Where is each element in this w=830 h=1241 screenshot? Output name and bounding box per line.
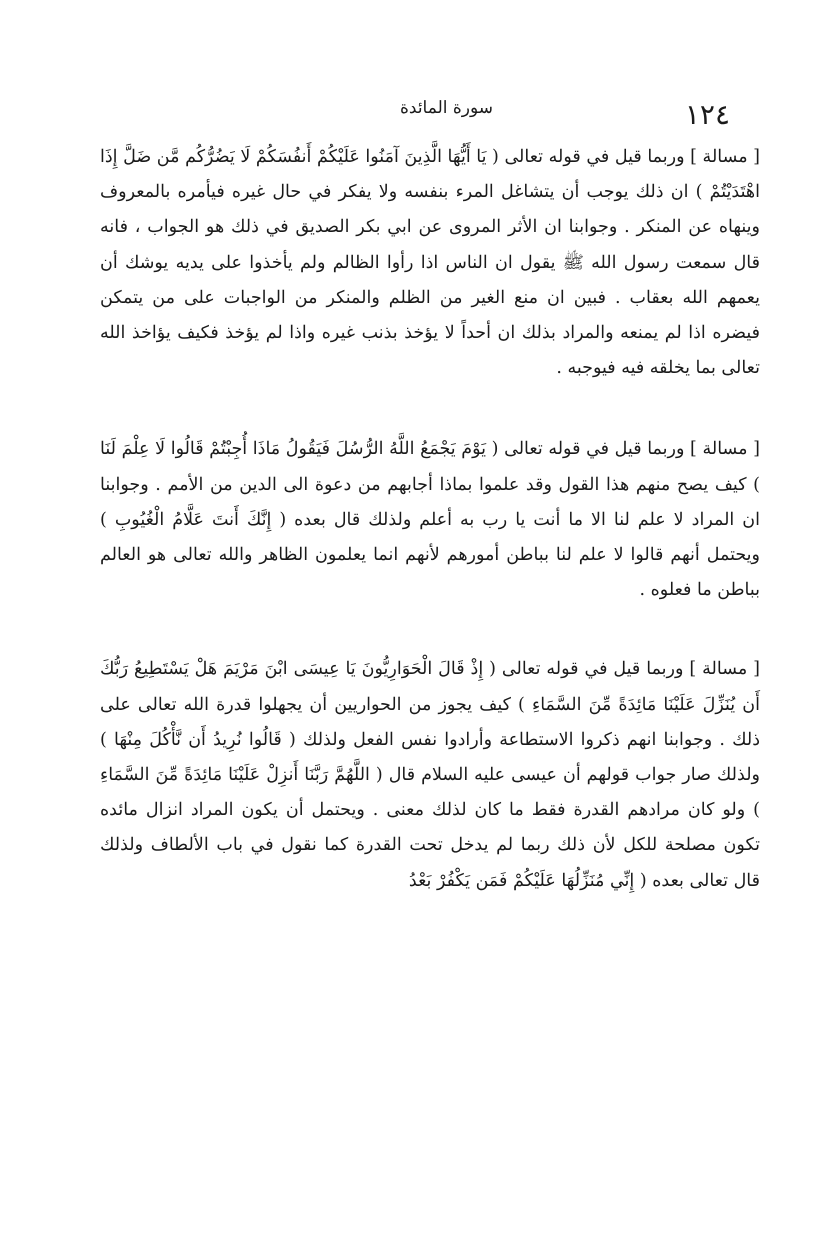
page-number: ١٢٤ (684, 98, 730, 131)
running-title: سورة المائدة (400, 98, 494, 118)
paragraph-masala-3: [ مسالة ] وربما قيل في قوله تعالى ( إِذْ قَالَ الْحَوَارِيُّونَ يَا عِيسَى ابْنَ مَرْيَمَ هَلْ يَسْتَطِيعُ رَبُّكَ أَن يُنَزِّلَ عَلَيْنَا مَائِدَةً مِّنَ السَّمَاءِ ) كيف يجوز من الحواريين أن يجهلوا قدرة الله تعالى على ذلك . وجوابنا انهم ذكروا الاستطاعة وأرادوا نفس الفعل ولذلك ( قَالُوا نُرِيدُ أَن نَّأْكُلَ مِنْهَا ) ولذلك صار جواب قولهم أن عيسى عليه السلام قال ( اللَّهُمَّ رَبَّنَا أَنزِلْ عَلَيْنَا مَائِدَةً مِّنَ السَّمَاءِ ) ولو كان مرادهم القدرة فقط ما كان لذلك معنى . ويحتمل أن يكون المراد انزال مائده تكون مصلحة للكل لأن ذلك ربما لم يدخل تحت القدرة كما نقول في باب الألطاف ولذلك قال تعالى بعده ( إِنِّي مُنَزِّلُهَا عَلَيْكُمْ فَمَن يَكْفُرْ بَعْدُ (100, 659, 760, 891)
paragraph-masala-1: [ مسالة ] وربما قيل في قوله تعالى ( يَا أَيُّهَا الَّذِينَ آمَنُوا عَلَيْكُمْ أَنفُسَكُمْ لَا يَضُرُّكُم مَّن ضَلَّ إِذَا اهْتَدَيْتُمْ ) ان ذلك يوجب أن يتشاغل المرء بنفسه ولا يفكر في حال غيره فيأمره بالمعروف وينهاه عن المنكر . وجوابنا ان الأثر المروى عن ابي بكر الصديق في ذلك هو الجواب ، فانه قال سمعت رسول الله ﷺ يقول ان الناس اذا رأوا الظالم ولم يأخذوا على يديه يوشك أن يعمهم الله بعقاب . فبين ان منع الغير من الظلم والمنكر من الواجبات على من يتمكن فيضره اذا لم يمنعه والمراد بذلك ان أحداً لا يؤخذ بذنب غيره واذا لم يؤخذ فكيف يؤاخذ الله تعالى بما يخلقه فيه فيوجبه . (100, 147, 760, 379)
page-header (100, 98, 730, 138)
page-body (100, 140, 760, 899)
paragraph-masala-2: [ مسالة ] وربما قيل في قوله تعالى ( يَوْمَ يَجْمَعُ اللَّهُ الرُّسُلَ فَيَقُولُ مَاذَا أُجِبْتُمْ قَالُوا لَا عِلْمَ لَنَا ) كيف يصح منهم هذا القول وقد علموا بماذا أجابهم من دعوة الى الدين من الأمم . وجوابنا ان المراد لا علم لنا الا ما أنت يا رب به أعلم ولذلك قال بعده ( إِنَّكَ أَنتَ عَلَّامُ الْغُيُوبِ ) ويحتمل أنهم قالوا لا علم لنا بباطن أمورهم لأنهم انما يعلمون الظاهر والله تعالى هو العالم بباطن ما فعلوه . (100, 439, 760, 601)
